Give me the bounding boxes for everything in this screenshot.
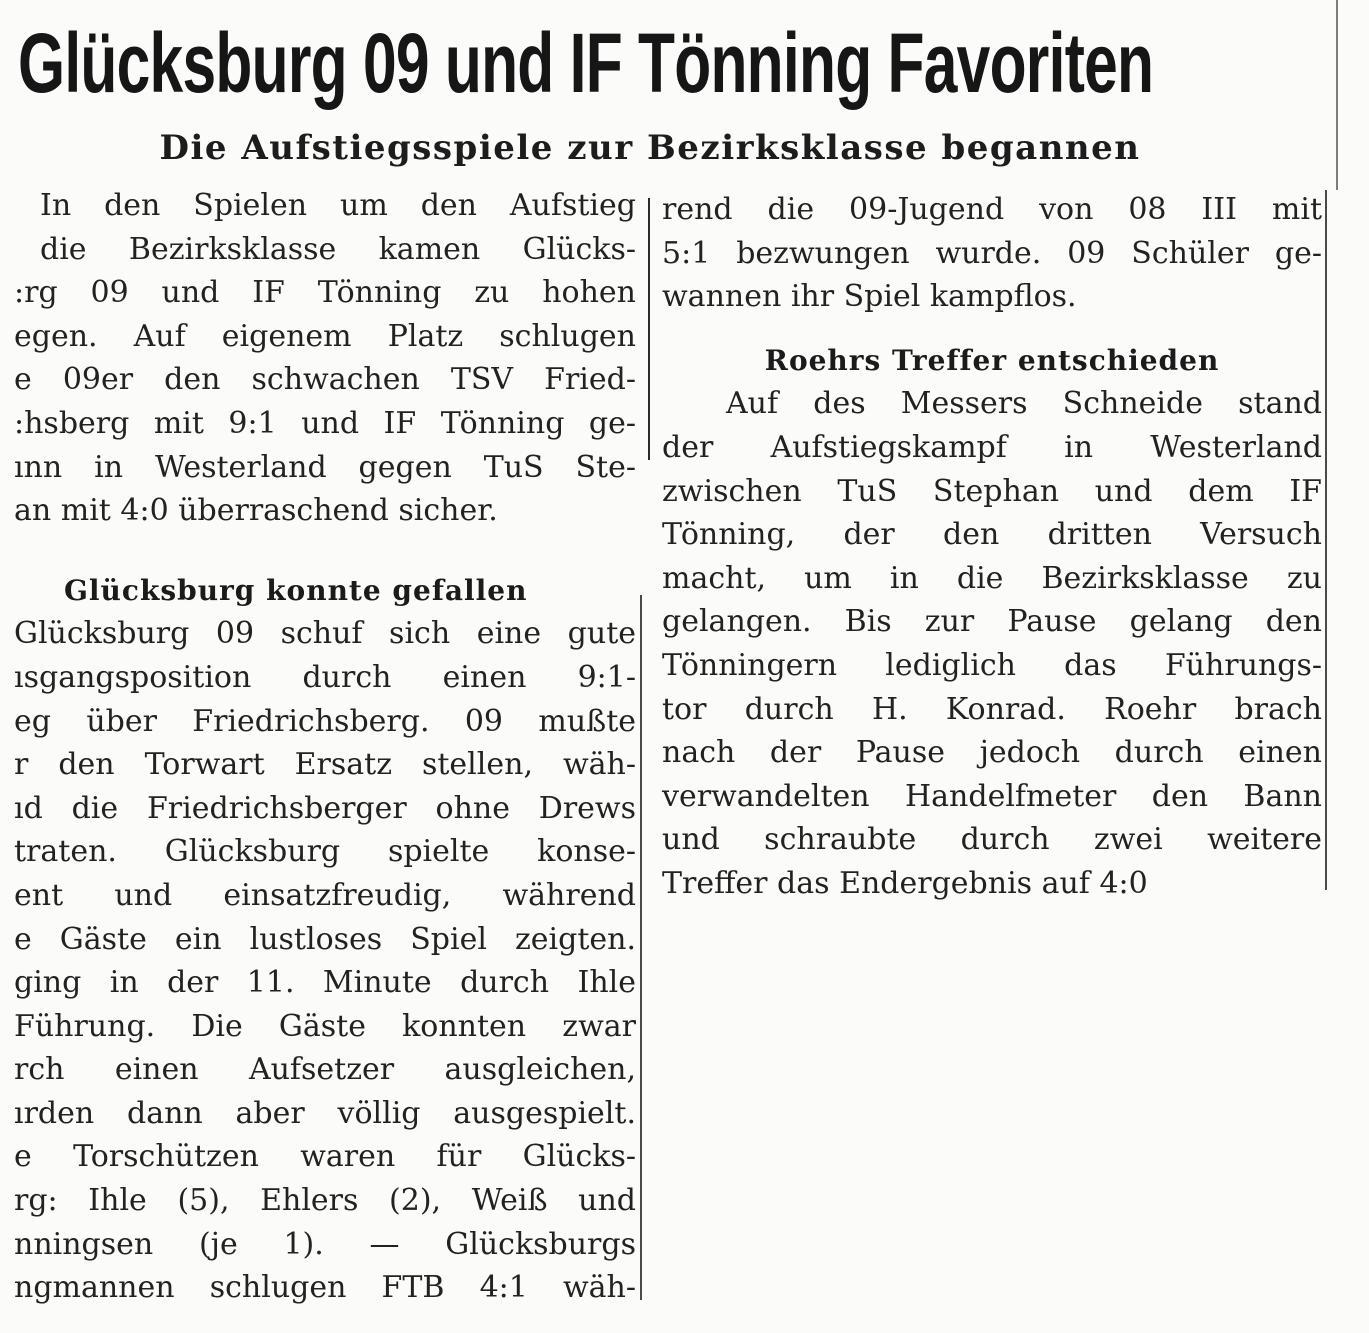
text-line: :hsberg mit 9:1 und IF Tönning ge-: [14, 405, 636, 441]
right-column: [662, 188, 1322, 906]
text-line: zwischen TuS Stephan und dem IF: [662, 473, 1322, 509]
text-line: Auf des Messers Schneide stand: [726, 386, 1322, 422]
text-line: In den Spielen um den Aufstieg: [40, 188, 636, 223]
text-line: ınn in Westerland gegen TuS Ste-: [14, 449, 636, 485]
text-line: Führung. Die Gäste konnten zwar: [14, 1008, 636, 1044]
text-line: egen. Auf eigenem Platz schlugen: [14, 318, 636, 354]
right-paragraph-2: [662, 382, 1322, 905]
text-line: 5:1 bezwungen wurde. 09 Schüler ge-: [662, 235, 1322, 271]
text-line: die Bezirksklasse kamen Glücks-: [40, 231, 636, 267]
text-line: ıd die Friedrichsberger ohne Drews: [14, 790, 636, 826]
text-line: tor durch H. Konrad. Roehr brach: [662, 691, 1322, 727]
text-line: e 09er den schwachen TSV Fried-: [14, 362, 636, 398]
text-line: ngmannen schlugen FTB 4:1 wäh-: [14, 1270, 636, 1306]
text-line: nach der Pause jedoch durch einen: [662, 735, 1322, 771]
right-edge-rule: [1325, 190, 1327, 890]
column-rule-bottom: [640, 595, 642, 1300]
column-rule-top: [648, 198, 650, 460]
left-column: [14, 184, 636, 1310]
text-line: ging in der 11. Minute durch Ihle: [14, 965, 636, 1001]
left-paragraph-1: [14, 184, 636, 533]
text-line: und schraubte durch zwei weitere: [662, 822, 1322, 858]
text-line: :rg 09 und IF Tönning zu hohen: [14, 275, 636, 311]
text-line: Treffer das Endergebnis auf 4:0: [662, 865, 1148, 901]
section-heading-right: Roehrs Treffer entschieden: [764, 343, 1220, 377]
text-line: ısgangsposition durch einen 9:1-: [14, 659, 636, 695]
text-line: macht, um in die Bezirksklasse zu: [662, 560, 1322, 596]
text-line: der Aufstiegskampf in Westerland: [662, 429, 1322, 465]
right-paragraph-1: [662, 188, 1322, 319]
text-line: Tönningern lediglich das Führungs-: [662, 647, 1322, 683]
text-line: traten. Glücksburg spielte konse-: [14, 834, 636, 870]
text-line: rg: Ihle (5), Ehlers (2), Weiß und: [14, 1183, 636, 1219]
text-line: nningsen (je 1). — Glücksburgs: [14, 1226, 636, 1262]
text-line: verwandelten Handelfmeter den Bann: [662, 778, 1322, 814]
text-line: wannen ihr Spiel kampflos.: [662, 279, 1077, 315]
text-line: Glücksburg 09 schuf sich eine gute: [14, 616, 636, 652]
text-line: eg über Friedrichsberg. 09 mußte: [14, 703, 636, 739]
text-line: rch einen Aufsetzer ausgleichen,: [14, 1052, 636, 1088]
headline: Glücksburg 09 und IF Tönning Favoriten: [18, 16, 1154, 110]
text-line: gelangen. Bis zur Pause gelang den: [662, 604, 1322, 640]
text-line: ırden dann aber völlig ausgespielt.: [14, 1095, 636, 1131]
left-paragraph-2: [14, 612, 636, 1310]
right-edge-rule-top: [1336, 0, 1338, 190]
text-line: rend die 09-Jugend von 08 III mit: [662, 192, 1322, 227]
text-line: r den Torwart Ersatz stellen, wäh-: [14, 747, 636, 783]
text-line: ent und einsatzfreudig, während: [14, 877, 636, 913]
text-line: e Torschützen waren für Glücks-: [14, 1139, 636, 1175]
section-heading-left: Glücksburg konnte gefallen: [64, 573, 528, 607]
text-line: an mit 4:0 überraschend sicher.: [14, 493, 498, 529]
subheadline: Die Aufstiegsspiele zur Bezirksklasse begannen: [159, 128, 1141, 168]
text-line: e Gäste ein lustloses Spiel zeigten.: [14, 921, 636, 957]
text-line: Tönning, der den dritten Versuch: [662, 517, 1322, 553]
